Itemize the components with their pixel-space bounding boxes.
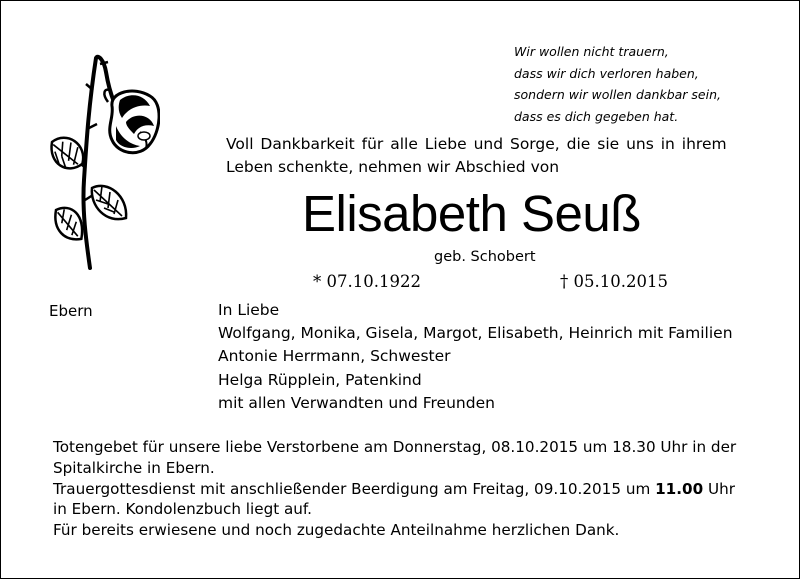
poem-line: dass wir dich verloren haben,	[514, 65, 699, 81]
place: Ebern	[49, 302, 93, 320]
poem	[514, 41, 721, 127]
intro-text	[226, 133, 746, 179]
family-list	[218, 299, 733, 415]
poem-line: Wir wollen nicht trauern,	[514, 44, 669, 59]
service-line-5: Für bereits erwiesene und noch zugedachte Anteilnahme herzlichen Dank.	[53, 521, 620, 540]
family-line: Wolfgang, Monika, Gisela, Margot, Elisabeth, Heinrich mit Familien	[218, 324, 733, 343]
family-line: Helga Rüpplein, Patenkind	[218, 370, 422, 389]
family-line: Antonie Herrmann, Schwester	[218, 347, 451, 366]
service-line-1: Totengebet für unsere liebe Verstorbene am Donnerstag, 08.10.2015 um 18.30 Uhr in der	[53, 438, 737, 456]
family-heading: In Liebe	[218, 301, 280, 319]
service-line-3-unit: Uhr	[707, 479, 735, 498]
family-line: mit allen Verwandten und Freunden	[218, 393, 495, 412]
intro-line-2: Leben schenkte, nehmen wir Abschied von	[226, 158, 560, 176]
poem-line: dass es dich gegeben hat.	[514, 108, 679, 124]
service-line-3	[53, 479, 753, 500]
poem-line: sondern wir wollen dankbar sein,	[514, 87, 721, 102]
service-line-2: Spitalkirche in Ebern.	[53, 458, 215, 477]
service-time: 11.00	[655, 479, 704, 498]
intro-line-1-text: Voll Dankbarkeit für alle Liebe und Sorge, die sie uns in ihrem	[226, 135, 727, 153]
service-line-4: in Ebern. Kondolenzbuch liegt auf.	[53, 500, 313, 519]
intro-line-1	[226, 133, 746, 156]
wilted-rose-icon	[48, 50, 160, 272]
service-info	[53, 437, 753, 541]
deceased-name: Elisabeth Seuß	[302, 185, 641, 242]
service-line-3-text: Trauergottesdienst mit anschließender Beerdigung am Freitag, 09.10.2015 um	[53, 479, 651, 498]
birth-name: geb. Schobert	[434, 249, 536, 265]
birth-date: * 07.10.1922	[313, 272, 421, 291]
death-date: † 05.10.2015	[560, 272, 668, 291]
